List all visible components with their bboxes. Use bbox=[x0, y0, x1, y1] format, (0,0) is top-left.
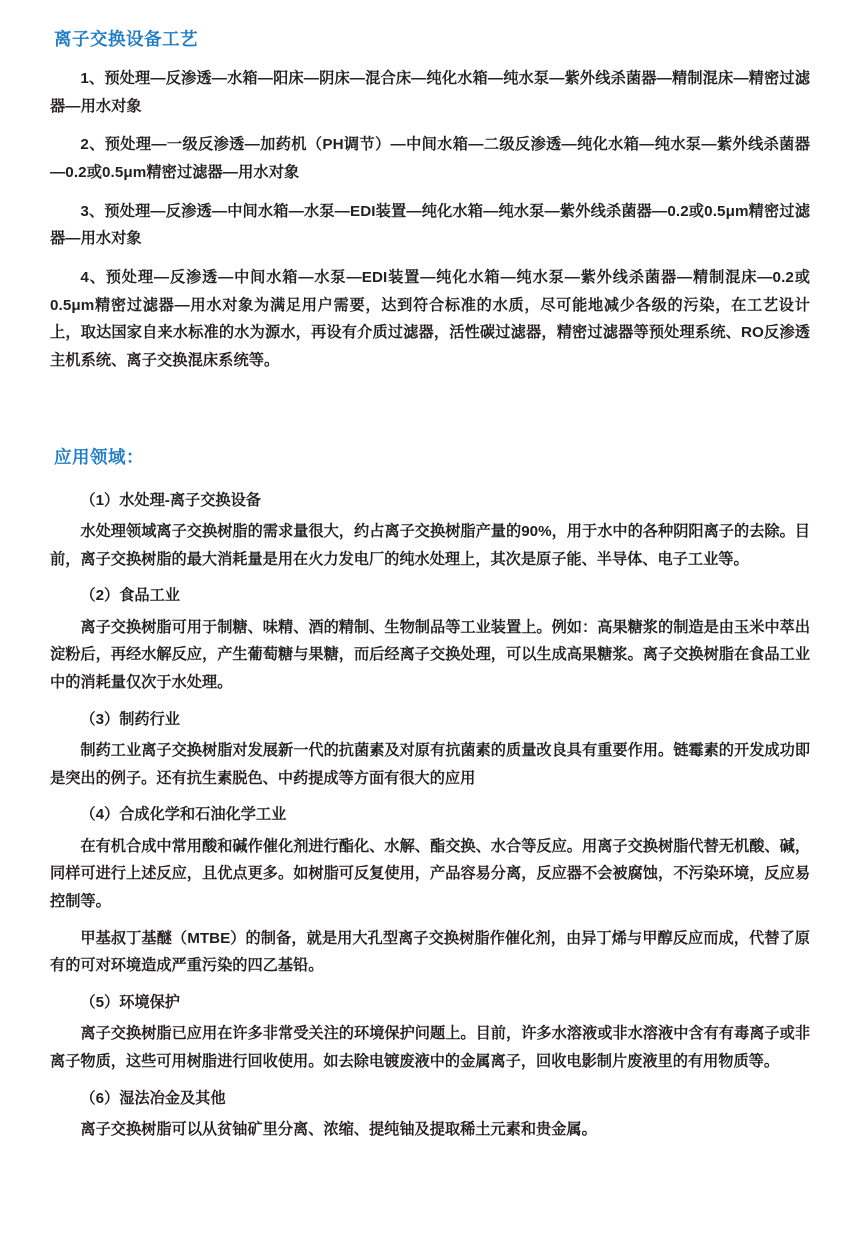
application-paragraph: 离子交换树脂可以从贫铀矿里分离、浓缩、提纯铀及提取稀土元素和贵金属。 bbox=[80, 1120, 597, 1138]
process-paragraph: 2、预处理—一级反渗透—加药机（PH调节）—中间水箱—二级反渗透—纯化水箱—纯水泵—紫外线杀菌器—0.2或0.5μm精密过滤器—用水对象 bbox=[50, 136, 810, 181]
application-paragraph: 在有机合成中常用酸和碱作催化剂进行酯化、水解、酯交换、水合等反应。用离子交换树脂代替无机酸、碱，同样可进行上述反应，且优点更多。如树脂可反复使用，产品容易分离，反应器不会被腐蚀，不污染环境，反应易控制等。 bbox=[50, 837, 810, 910]
application-item bbox=[36, 487, 814, 574]
process-paragraph: 1、预处理—反渗透—水箱—阳床—阴床—混合床—纯化水箱—纯水泵—紫外线杀菌器—精制混床—精密过滤器—用水对象 bbox=[50, 70, 810, 115]
application-paragraph: 甲基叔丁基醚（MTBE）的制备，就是用大孔型离子交换树脂作催化剂，由异丁烯与甲醇反应而成，代替了原有的可对环境造成严重污染的四乙基铅。 bbox=[50, 929, 810, 975]
application-heading: （2）食品工业 bbox=[80, 587, 180, 605]
application-list bbox=[36, 487, 814, 1144]
application-paragraph: 水处理领域离子交换树脂的需求量很大，约占离子交换树脂产量的90%，用于水中的各种阴阳离子的去除。目前，离子交换树脂的最大消耗量是用在火力发电厂的纯水处理上，其次是原子能、半导体、电子工业等。 bbox=[50, 522, 810, 568]
section-title-applications: 应用领域： bbox=[54, 446, 144, 467]
application-paragraph: 离子交换树脂已应用在许多非常受关注的环境保护问题上。目前，许多水溶液或非水溶液中含有有毒离子或非离子物质，这些可用树脂进行回收使用。如去除电镀废液中的金属离子，回收电影制片废液里的有用物质等。 bbox=[50, 1025, 810, 1070]
application-item bbox=[36, 582, 814, 696]
application-item bbox=[36, 1085, 814, 1144]
application-heading: （1）水处理-离子交换设备 bbox=[80, 491, 261, 509]
process-paragraph: 4、预处理—反渗透—中间水箱—水泵—EDI装置—纯化水箱—纯水泵—紫外线杀菌器—精制混床—0.2或0.5μm精密过滤器—用水对象为满足用户需要，达到符合标准的水质，尽可能地减少各级的污染，在工艺设计上，取达国家自来水标准的水为源水，再设有介质过滤器，活性碳过滤器，精密过滤器等预处理系统、RO反渗透主机系统、离子交换混床系统等。 bbox=[50, 268, 810, 369]
application-item bbox=[36, 706, 814, 793]
application-heading: （3）制药行业 bbox=[80, 710, 180, 728]
application-item bbox=[36, 801, 814, 980]
application-item bbox=[36, 989, 814, 1076]
application-paragraph: 制药工业离子交换树脂对发展新一代的抗菌素及对原有抗菌素的质量改良具有重要作用。链霉素的开发成功即是突出的例子。还有抗生素脱色、中药提成等方面有很大的应用 bbox=[50, 741, 810, 787]
application-heading: （6）湿法冶金及其他 bbox=[80, 1089, 226, 1107]
section-spacer bbox=[36, 386, 814, 444]
application-heading: （5）环境保护 bbox=[80, 993, 180, 1011]
section-title-process: 离子交换设备工艺 bbox=[54, 29, 198, 49]
process-paragraph-list bbox=[36, 65, 814, 375]
application-paragraph: 离子交换树脂可用于制糖、味精、酒的精制、生物制品等工业装置上。例如：高果糖浆的制造是由玉米中萃出淀粉后，再经水解反应，产生葡萄糖与果糖，而后经离子交换处理，可以生成高果糖浆。离子交换树脂在食品工业中的消耗量仅次于水处理。 bbox=[50, 618, 810, 691]
process-paragraph: 3、预处理—反渗透—中间水箱—水泵—EDI装置—纯化水箱—纯水泵—紫外线杀菌器—0.2或0.5μm精密过滤器—用水对象 bbox=[50, 202, 810, 248]
application-heading: （4）合成化学和石油化学工业 bbox=[80, 806, 287, 824]
